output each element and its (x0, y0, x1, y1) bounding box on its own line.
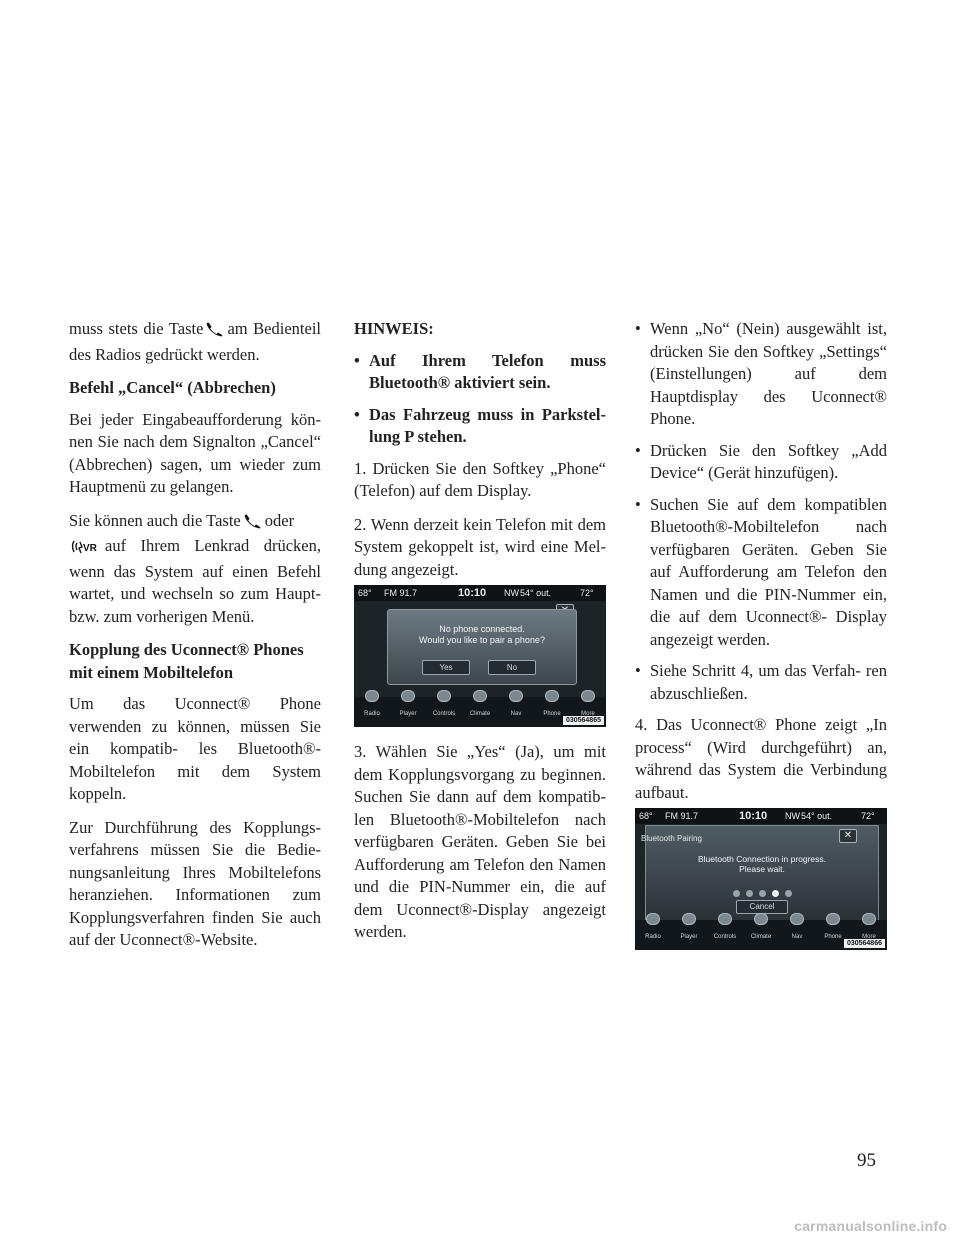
paragraph-cancel: Bei jeder Eingabeaufforderung kön- nen Sie nach dem Signalton „Cancel“ (Abbrechen) sagen, um wieder zum Hauptmenü zu gelangen. (69, 409, 321, 496)
watermark: carmanualsonline.info (794, 1218, 947, 1234)
phone-icon (545, 690, 559, 702)
nav-item-nav[interactable]: Nav (503, 690, 529, 726)
nav-item-player[interactable]: Player (676, 913, 702, 949)
cancel-button[interactable]: Cancel (736, 900, 788, 914)
paragraph-pairing-manual: Zur Durchführung des Kopplungs- verfahrens müssen Sie die Bedie- nungsanleitung Ihres Mobiltelefons heranziehen. Informationen zum Kopplungsverfahren finden Sie auch auf der Uconnect®-Website. (69, 817, 321, 949)
controls-icon (718, 913, 732, 925)
column-right (635, 318, 887, 964)
list-item: • Wenn „No“ (Nein) ausgewählt ist, drücken Sie den Softkey „Settings“ (Einstellungen) auf dem Hauptdisplay des Uconnect® Phone. (635, 319, 887, 428)
nav-item-radio[interactable]: Radio (640, 913, 666, 949)
dialog-pair-prompt: No phone connected. Would you like to pair a phone? Yes No (387, 609, 577, 685)
screenshot-connection-in-progress (635, 808, 887, 950)
compass: NW (785, 811, 800, 821)
step-4: 4. Das Uconnect® Phone zeigt „In process“ (Wird durchgeführt) an, während das System die Verbindung aufbaut. (635, 715, 887, 802)
controls-icon (437, 690, 451, 702)
radio-icon (365, 690, 379, 702)
climate-icon (754, 913, 768, 925)
outside-temp: 54° out. (520, 588, 552, 598)
list-item: • Drücken Sie den Softkey „Add Device“ (Gerät hinzufügen). (635, 440, 887, 482)
paragraph-phone-button: muss stets die Taste am Bedienteil des Radios gedrückt werden. (69, 319, 321, 364)
nav-item-more[interactable]: More (856, 913, 882, 949)
no-button[interactable]: No (488, 660, 536, 675)
nav-item-more[interactable]: More (575, 690, 601, 726)
nav-item-phone[interactable]: Phone (820, 913, 846, 949)
temp-right: 72° (580, 588, 594, 598)
list-item: • Suchen Sie auf dem kompatiblen Bluetooth®-Mobiltelefon nach verfügbaren Geräten. Geben Sie auf Aufforderung am Telefon den Namen und die PIN-Nummer ein, die auf dem Uconnect®- Display angezeigt werden. (635, 494, 887, 649)
outside-temp: 54° out. (801, 811, 833, 821)
yes-button[interactable]: Yes (422, 660, 470, 675)
dialog-title: Bluetooth Pairing (641, 834, 702, 843)
radio-station: FM 91.7 (384, 588, 418, 598)
clock: 10:10 (458, 587, 487, 599)
list-item: • Auf Ihrem Telefon muss Bluetooth® aktiviert sein. (354, 350, 606, 392)
page-number: 95 (857, 1150, 876, 1171)
temp-left: 68° (358, 588, 372, 598)
heading-cancel-command: Befehl „Cancel“ (Abbrechen) (69, 378, 276, 397)
nav-item-phone[interactable]: Phone (539, 690, 565, 726)
image-code: 030564866 (844, 939, 885, 948)
status-bar (354, 585, 606, 601)
temp-right: 72° (861, 811, 875, 821)
column-left (69, 318, 321, 963)
nav-item-controls[interactable]: Controls (712, 913, 738, 949)
nav-item-radio[interactable]: Radio (359, 690, 385, 726)
paragraph-pairing-intro: Um das Uconnect® Phone verwenden zu können, müssen Sie ein kompatib- les Bluetooth®-Mobiltelefon mit dem System koppeln. (69, 694, 321, 803)
compass: NW (504, 588, 519, 598)
nav-item-climate[interactable]: Climate (467, 690, 493, 726)
image-code: 030564865 (563, 716, 604, 725)
step-3: 3. Wählen Sie „Yes“ (Ja), um mit dem Kopplungsvorgang zu beginnen. Suchen Sie dann auf dem kompatib- len Bluetooth®-Mobiltelefon nach verfügbaren Geräten. Geben Sie bei Aufforderung am Telefon den Namen und die PIN-Nummer ein, die auf dem Uconnect®-Display angezeigt werden. (354, 742, 606, 941)
nav-item-controls[interactable]: Controls (431, 690, 457, 726)
nav-item-climate[interactable]: Climate (748, 913, 774, 949)
player-icon (682, 913, 696, 925)
nav-icon (790, 913, 804, 925)
vr-label: VR (83, 543, 97, 554)
paragraph-steering-buttons: Sie können auch die Taste oder VR auf Ihrem Lenkrad drücken, wenn das System auf einen Befehl wartet, und wechseln so zum Haupt- bzw. zum vorherigen Menü. (69, 510, 321, 626)
status-bar (635, 808, 887, 824)
plus-icon (862, 913, 876, 925)
list-item: • Das Fahrzeug muss in Parkstel- lung P stehen. (354, 404, 606, 446)
player-icon (401, 690, 415, 702)
step-1: 1. Drücken Sie den Softkey „Phone“ (Telefon) auf dem Display. (354, 458, 606, 500)
radio-icon (646, 913, 660, 925)
radio-station: FM 91.7 (665, 811, 699, 821)
list-item: • Siehe Schritt 4, um das Verfah- ren abzuschließen. (635, 661, 887, 703)
heading-pairing: Kopplung des Uconnect® Phones mit einem Mobiltelefon (69, 640, 304, 682)
voice-recognition-icon (71, 538, 103, 561)
plus-icon (581, 690, 595, 702)
heading-note: HINWEIS: (354, 319, 434, 338)
nav-icon (509, 690, 523, 702)
column-middle (354, 318, 606, 955)
pairing-panel: Bluetooth Connection in progress. Please wait. Cancel (645, 825, 879, 921)
phone-icon (243, 513, 263, 536)
clock: 10:10 (739, 810, 768, 822)
screenshot-no-phone-connected (354, 585, 606, 727)
phone-icon (205, 321, 225, 344)
nav-item-nav[interactable]: Nav (784, 913, 810, 949)
climate-icon (473, 690, 487, 702)
close-icon[interactable]: ✕ (839, 829, 857, 843)
phone-icon (826, 913, 840, 925)
step-2: 2. Wenn derzeit kein Telefon mit dem System gekoppelt ist, wird eine Mel- dung angezeigt. (354, 514, 606, 579)
nav-item-player[interactable]: Player (395, 690, 421, 726)
temp-left: 68° (639, 811, 653, 821)
